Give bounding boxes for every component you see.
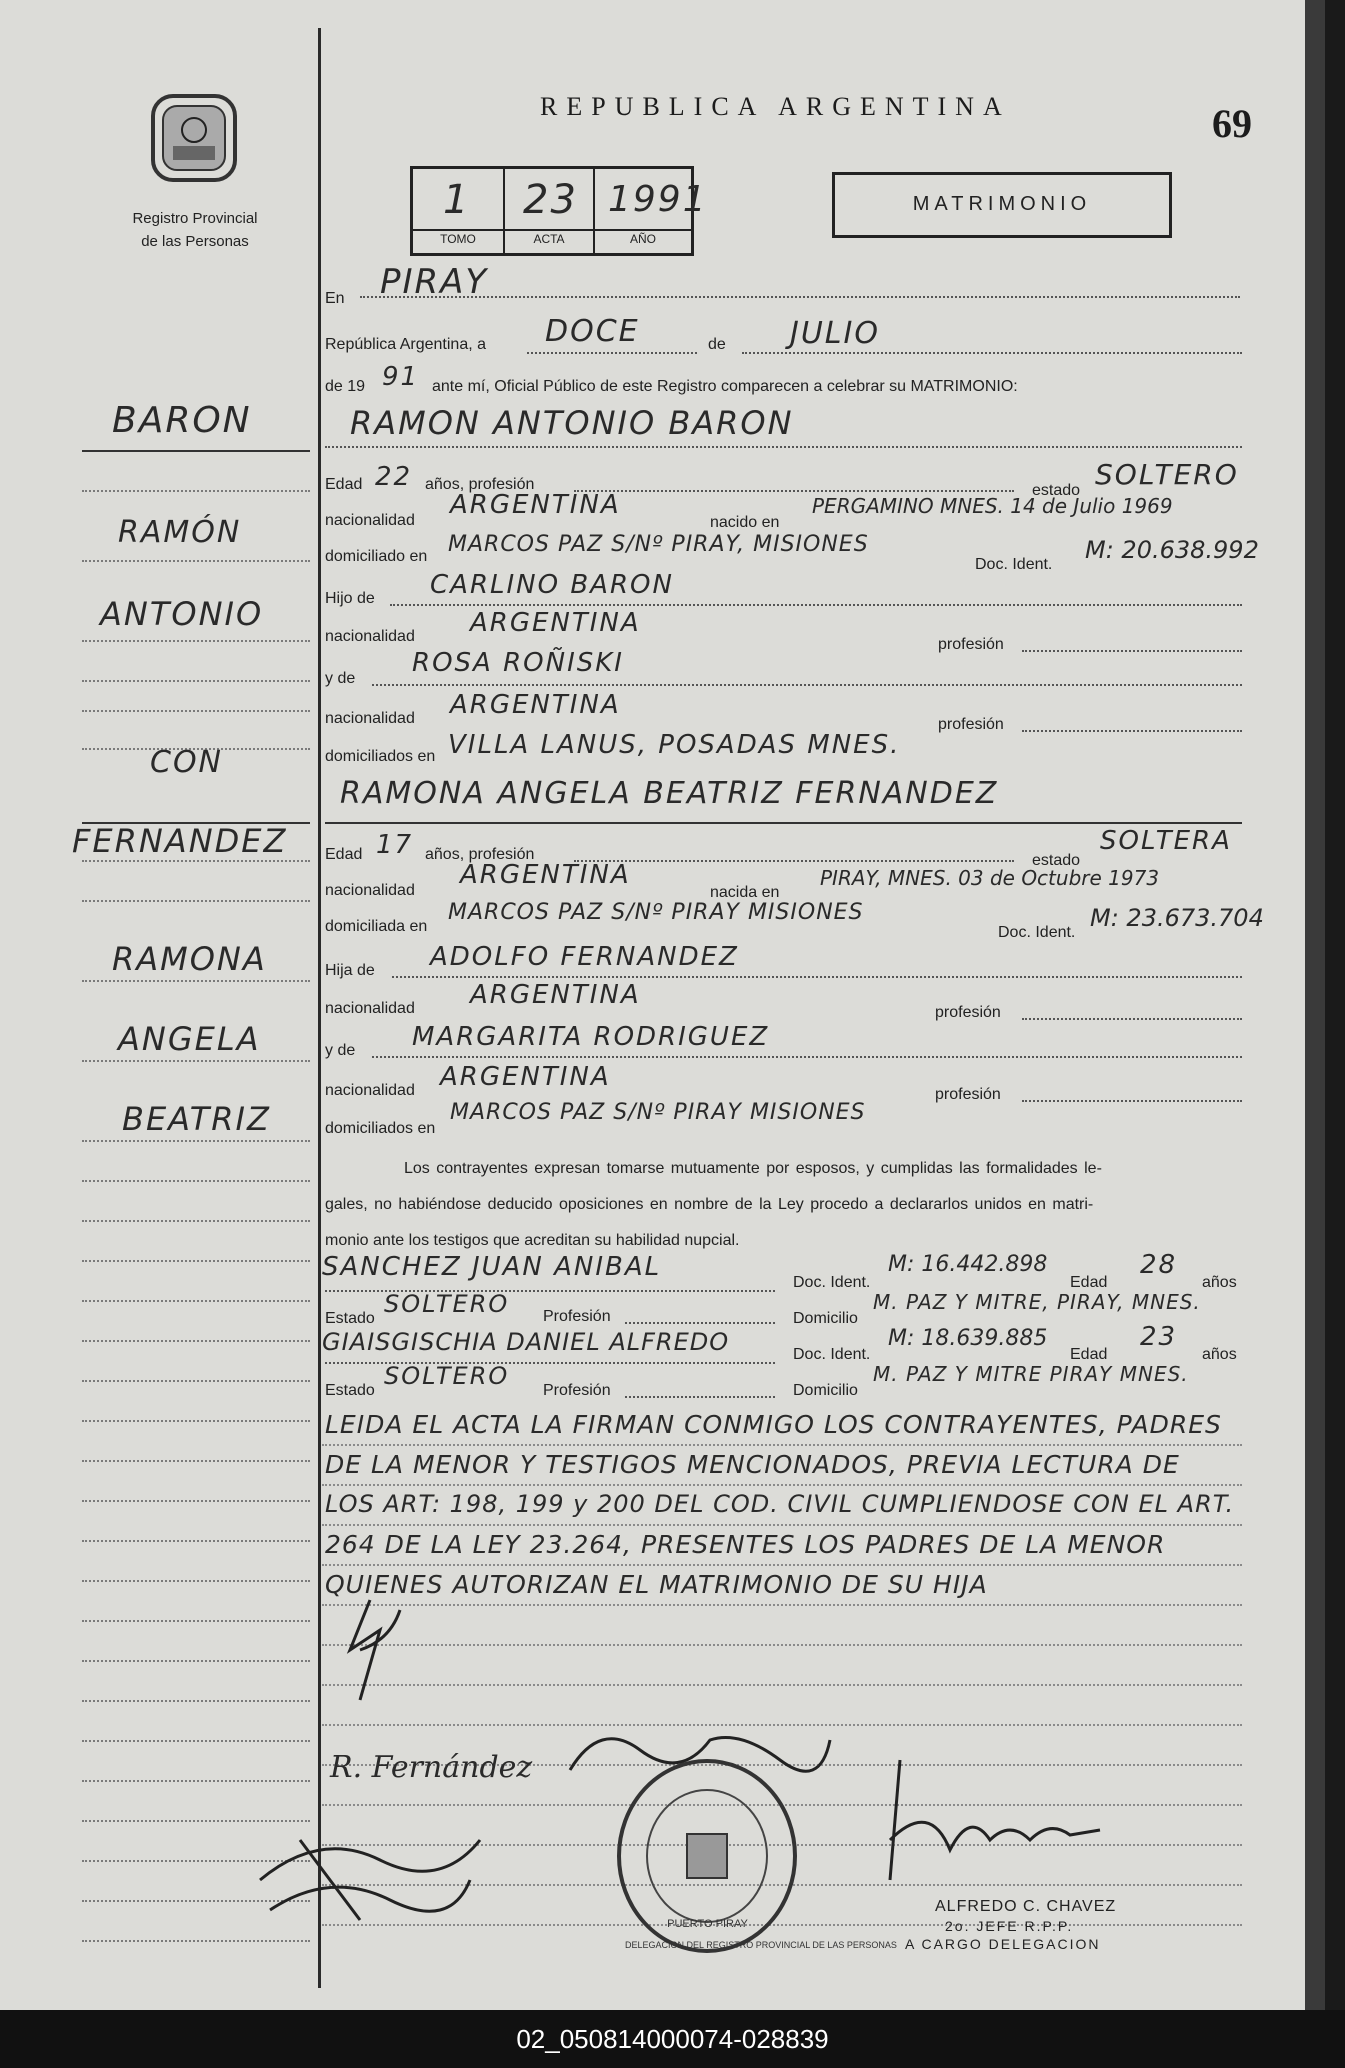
margin-rule <box>82 1580 310 1582</box>
bride-padres-dom-label: domiciliados en <box>325 1120 436 1137</box>
bride-padre-nac: ARGENTINA <box>470 980 641 1010</box>
note-line-3: LOS ART: 198, 199 y 200 DEL COD. CIVIL CUMPLIENDOSE CON EL ART. <box>325 1490 1235 1518</box>
witness-2-estado: SOLTERO <box>384 1362 510 1390</box>
margin-rule <box>82 1940 310 1942</box>
groom-signature <box>330 1590 420 1720</box>
bride-edad: 17 <box>376 830 414 860</box>
witness-1-dom-label: Domicilio <box>793 1310 858 1327</box>
bride-nac-label: nacionalidad <box>325 882 415 899</box>
bride-nacida-label: nacida en <box>710 884 780 901</box>
margin-note-second: ANTONIO <box>100 595 264 633</box>
note-line-2: DE LA MENOR Y TESTIGOS MENCIONADOS, PREVIA LECTURA DE <box>325 1450 1180 1479</box>
margin-rule <box>82 1540 310 1542</box>
en-label: En <box>325 290 345 307</box>
year-suffix: 91 <box>382 362 420 392</box>
bride-name: RAMONA ANGELA BEATRIZ FERNANDEZ <box>340 776 999 811</box>
page-number: 69 <box>1212 101 1252 146</box>
declaration-line-1: Los contrayentes expresan tomarse mutuamente por esposos, y cumplidas las formalidades le- <box>404 1160 1102 1177</box>
bride-estado: SOLTERA <box>1100 826 1232 856</box>
margin-rule <box>82 860 310 862</box>
witness-2-dom-label: Domicilio <box>793 1382 858 1399</box>
country-title: REPUBLICA ARGENTINA <box>540 92 1011 121</box>
witness-1-domicilio: M. PAZ Y MITRE, PIRAY, MNES. <box>873 1290 1201 1314</box>
record-number-box <box>410 166 708 256</box>
witness-1-edad-label: Edad <box>1070 1274 1108 1291</box>
margin-rule <box>82 710 310 712</box>
de-label: de <box>708 336 726 353</box>
margin-rule <box>82 1220 310 1222</box>
officer-title: 2o. JEFE R.P.P. <box>945 1918 1074 1934</box>
bride-hija-label: Hija de <box>325 962 375 979</box>
groom-nacido: PERGAMINO MNES. 14 de Julio 1969 <box>812 494 1173 518</box>
margin-note-con: CON <box>150 745 224 780</box>
note-line-1: LEIDA EL ACTA LA FIRMAN CONMIGO LOS CONTRAYENTES, PADRES <box>325 1410 1222 1439</box>
stamp-text: DELEGACION DEL REGISTRO PROVINCIAL DE LAS PERSONAS <box>625 1940 897 1950</box>
bride-doc: M: 23.673.704 <box>1090 904 1264 932</box>
groom-padre-nac: ARGENTINA <box>470 608 641 638</box>
ante-text: ante mí, Oficial Público de este Registro comparecen a celebrar su MATRIMONIO: <box>432 378 1018 395</box>
margin-rule <box>82 680 310 682</box>
margin-rule <box>82 640 310 642</box>
officer-signature <box>870 1740 1110 1900</box>
margin-rule <box>82 1180 310 1182</box>
margin-rule <box>82 450 310 452</box>
witness-1-estado-label: Estado <box>325 1310 375 1327</box>
margin-rule <box>82 1700 310 1702</box>
bride-signature: R. Fernández <box>330 1750 533 1785</box>
officer-name: ALFREDO C. CHAVEZ <box>935 1898 1117 1915</box>
margin-note-surname: BARON <box>112 400 252 441</box>
bride-doc-label: Doc. Ident. <box>998 924 1076 941</box>
month-value: JULIO <box>790 316 880 351</box>
year-prefix: de 19 <box>325 378 366 395</box>
groom-doc: M: 20.638.992 <box>1085 536 1259 564</box>
bride-padre-nac-label: nacionalidad <box>325 1000 415 1017</box>
registry-label-2: de las Personas <box>141 233 249 250</box>
bride-estado-label: estado <box>1032 852 1081 869</box>
margin-rule <box>82 1660 310 1662</box>
groom-hijo-label: Hijo de <box>325 590 375 607</box>
day-value: DOCE <box>545 314 640 349</box>
witness-1-name: SANCHEZ JUAN ANIBAL <box>322 1252 662 1282</box>
witness-1-doc-label: Doc. Ident. <box>793 1274 871 1291</box>
declaration-line-2: gales, no habiéndose deducido oposiciones en nombre de la Ley procedo a declararlos unidos en matri- <box>325 1196 1094 1213</box>
bride-padre: ADOLFO FERNANDEZ <box>430 942 739 972</box>
anio-label: AÑO <box>629 232 656 246</box>
groom-doc-label: Doc. Ident. <box>975 556 1053 573</box>
margin-note-bride-third: BEATRIZ <box>122 1100 271 1138</box>
provincial-seal-icon <box>145 88 243 188</box>
groom-edad: 22 <box>375 462 413 492</box>
margin-rule <box>82 1140 310 1142</box>
declaration-line-3: monio ante los testigos que acreditan su habilidad nupcial. <box>325 1232 740 1249</box>
groom-nacido-label: nacido en <box>710 514 780 531</box>
margin-rule <box>82 1420 310 1422</box>
bride-dom-label: domiciliada en <box>325 918 428 935</box>
margin-rule <box>82 980 310 982</box>
tomo-label: TOMO <box>440 232 476 246</box>
note-line-4: 264 DE LA LEY 23.264, PRESENTES LOS PADRES DE LA MENOR <box>325 1530 1166 1559</box>
stamp-place: PUERTO PIRAY <box>667 1918 748 1930</box>
groom-madre-nac-label: nacionalidad <box>325 710 415 727</box>
witness-2-doc: M: 18.639.885 <box>888 1326 1048 1351</box>
tomo-value: 1 <box>443 177 471 223</box>
margin-note-bride-first: RAMONA <box>112 940 267 978</box>
margin-rule <box>82 490 310 492</box>
bride-nacionalidad: ARGENTINA <box>460 860 631 890</box>
groom-padre-nac-label: nacionalidad <box>325 628 415 645</box>
groom-padres-domicilio: VILLA LANUS, POSADAS MNES. <box>448 730 901 760</box>
witness-2-domicilio: M. PAZ Y MITRE PIRAY MNES. <box>873 1362 1189 1386</box>
place-value: PIRAY <box>380 262 489 302</box>
margin-note-first: RAMÓN <box>118 515 242 550</box>
margin-note-bride-surname: FERNANDEZ <box>72 822 288 860</box>
bride-madre-nac: ARGENTINA <box>440 1062 611 1092</box>
witness-2-edad: 23 <box>1140 1322 1178 1352</box>
anio-value: 1991 <box>608 179 708 220</box>
bride-madre-prof-label: profesión <box>935 1086 1001 1103</box>
groom-padre: CARLINO BARON <box>430 570 674 600</box>
witness-2-estado-label: Estado <box>325 1382 375 1399</box>
witness-1-doc: M: 16.442.898 <box>888 1252 1048 1277</box>
margin-rule <box>82 900 310 902</box>
bride-yde-label: y de <box>325 1042 356 1059</box>
registry-label-1: Registro Provincial <box>132 210 258 227</box>
binding-edge <box>1305 0 1325 2010</box>
margin-rule <box>82 1460 310 1462</box>
margin-note-bride-second: ANGELA <box>118 1020 261 1058</box>
bride-domicilio: MARCOS PAZ S/Nº PIRAY MISIONES <box>448 900 864 925</box>
note-line-5: QUIENES AUTORIZAN EL MATRIMONIO DE SU HIJA <box>325 1570 988 1599</box>
witness-1-estado: SOLTERO <box>384 1290 510 1318</box>
groom-name: RAMON ANTONIO BARON <box>350 404 794 442</box>
witness-2-name: GIAISGISCHIA DANIEL ALFREDO <box>322 1328 730 1356</box>
witness-signatures <box>240 1800 500 1930</box>
bride-edad-label: Edad <box>325 846 363 863</box>
groom-dom-label: domiciliado en <box>325 548 428 565</box>
officer-role: A CARGO DELEGACION <box>905 1936 1101 1952</box>
republica-label: República Argentina, a <box>325 336 486 353</box>
margin-rule <box>82 1260 310 1262</box>
margin-rule <box>82 1060 310 1062</box>
witness-2-anios-label: años <box>1202 1346 1237 1363</box>
groom-estado: SOLTERO <box>1095 458 1239 491</box>
bride-padre-prof-label: profesión <box>935 1004 1001 1021</box>
margin-rule <box>82 1780 310 1782</box>
groom-padre-prof-label: profesión <box>938 636 1004 653</box>
margin-rule <box>82 1620 310 1622</box>
groom-madre-prof-label: profesión <box>938 716 1004 733</box>
bride-anios-profesion: años, profesión <box>425 846 535 863</box>
margin-rule <box>82 560 310 562</box>
groom-domicilio: MARCOS PAZ S/Nº PIRAY, MISIONES <box>448 532 869 557</box>
bride-madre-nac-label: nacionalidad <box>325 1082 415 1099</box>
bride-madre: MARGARITA RODRIGUEZ <box>412 1022 770 1052</box>
witness-2-prof-label: Profesión <box>543 1382 611 1399</box>
margin-rule <box>82 1500 310 1502</box>
margin-rule <box>82 1300 310 1302</box>
groom-nacionalidad: ARGENTINA <box>450 490 621 520</box>
margin-rule <box>82 1740 310 1742</box>
groom-estado-label: estado <box>1032 482 1081 499</box>
witness-1-edad: 28 <box>1140 1250 1178 1280</box>
doc-type-box <box>832 172 1172 238</box>
groom-anios-profesion: años, profesión <box>425 476 535 493</box>
acta-value: 23 <box>523 177 578 223</box>
bride-padres-domicilio: MARCOS PAZ S/Nº PIRAY MISIONES <box>450 1100 866 1125</box>
bride-nacida: PIRAY, MNES. 03 de Octubre 1973 <box>820 866 1160 890</box>
acta-label: ACTA <box>533 232 565 246</box>
witness-1-prof-label: Profesión <box>543 1308 611 1325</box>
groom-nac-label: nacionalidad <box>325 512 415 529</box>
margin-divider <box>318 28 321 1988</box>
doc-type-label: MATRIMONIO <box>912 193 1092 215</box>
margin-rule <box>82 1340 310 1342</box>
groom-yde-label: y de <box>325 670 356 687</box>
groom-madre-nac: ARGENTINA <box>450 690 621 720</box>
margin-rule <box>82 1380 310 1382</box>
image-id-footer: 02_050814000074-028839 <box>0 2010 1345 2068</box>
witness-2-doc-label: Doc. Ident. <box>793 1346 871 1363</box>
groom-edad-label: Edad <box>325 476 363 493</box>
groom-padres-dom-label: domiciliados en <box>325 748 436 765</box>
witness-1-anios-label: años <box>1202 1274 1237 1291</box>
witness-2-edad-label: Edad <box>1070 1346 1108 1363</box>
groom-madre: ROSA ROÑISKI <box>412 648 624 678</box>
